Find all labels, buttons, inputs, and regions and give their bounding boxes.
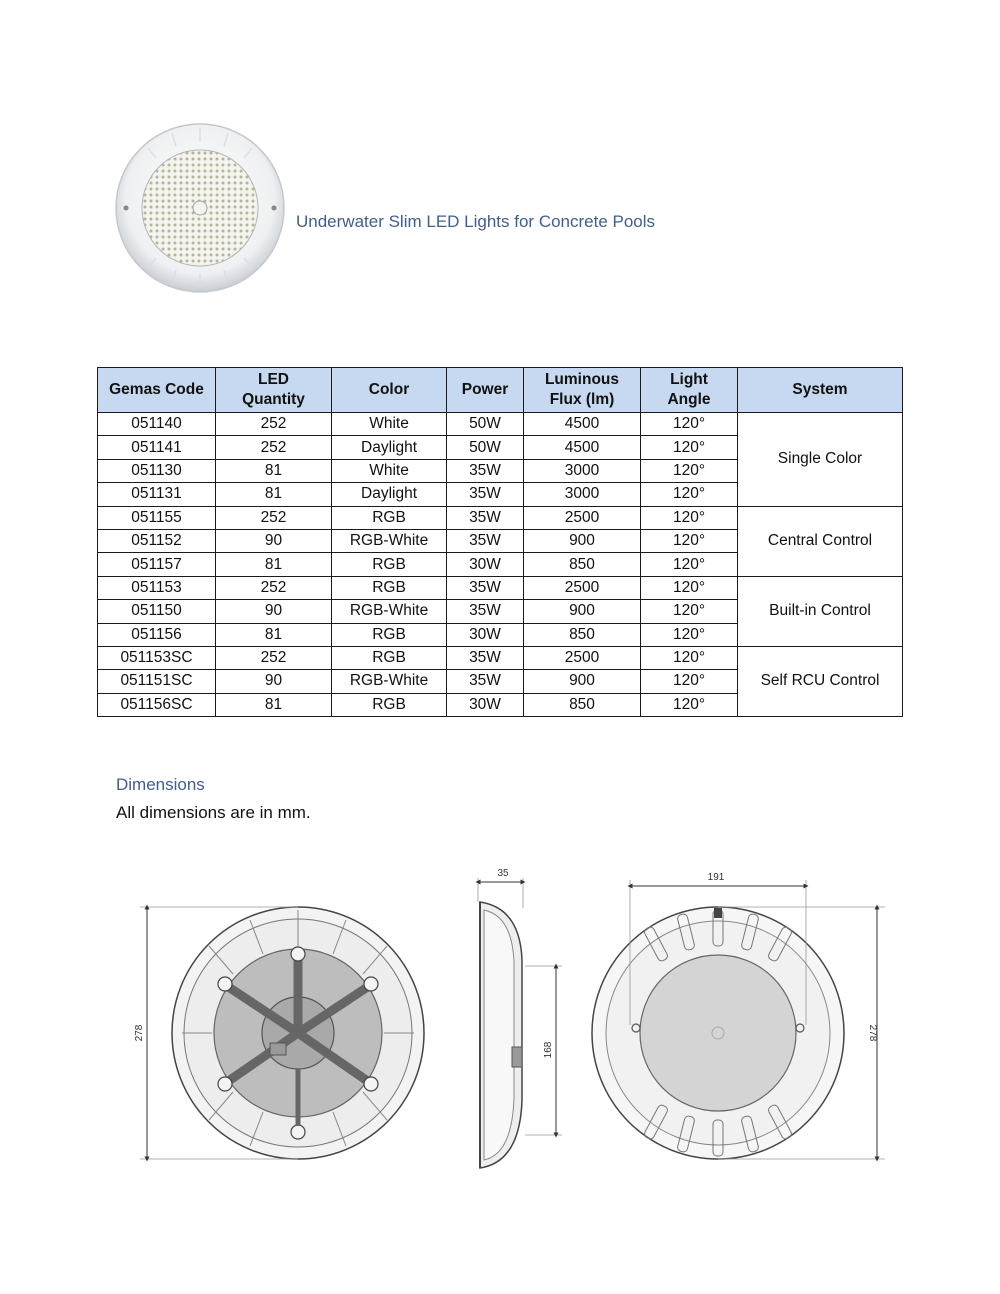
cell-light-angle: 120° <box>641 646 738 669</box>
cell-power: 35W <box>447 483 524 506</box>
cell-power: 35W <box>447 459 524 482</box>
dimensions-note: All dimensions are in mm. <box>116 803 311 822</box>
cell-led-quantity: 252 <box>216 436 332 459</box>
cell-code: 051157 <box>98 553 216 576</box>
cell-system: Central Control <box>738 506 903 576</box>
table-header-row <box>98 368 903 413</box>
cell-power: 35W <box>447 670 524 693</box>
cell-color: RGB <box>332 693 447 716</box>
cell-code: 051155 <box>98 506 216 529</box>
cell-led-quantity: 252 <box>216 413 332 436</box>
cell-color: RGB <box>332 576 447 599</box>
cell-light-angle: 120° <box>641 623 738 646</box>
cell-led-quantity: 81 <box>216 483 332 506</box>
product-photo <box>112 120 288 296</box>
cell-light-angle: 120° <box>641 413 738 436</box>
side-view-drawing <box>478 878 562 1168</box>
cell-luminous-flux: 4500 <box>524 436 641 459</box>
cell-color: RGB-White <box>332 529 447 552</box>
cell-led-quantity: 252 <box>216 576 332 599</box>
cell-code: 051141 <box>98 436 216 459</box>
cell-system: Single Color <box>738 413 903 507</box>
cell-power: 35W <box>447 529 524 552</box>
cell-power: 30W <box>447 693 524 716</box>
cell-luminous-flux: 900 <box>524 529 641 552</box>
cell-luminous-flux: 2500 <box>524 646 641 669</box>
cell-luminous-flux: 850 <box>524 553 641 576</box>
cell-luminous-flux: 850 <box>524 693 641 716</box>
front-diameter-label: 278 <box>867 1024 878 1042</box>
cell-code: 051151SC <box>98 670 216 693</box>
cell-code: 051131 <box>98 483 216 506</box>
cell-color: Daylight <box>332 483 447 506</box>
cell-led-quantity: 81 <box>216 553 332 576</box>
cell-code: 051140 <box>98 413 216 436</box>
cell-led-quantity: 81 <box>216 623 332 646</box>
cell-luminous-flux: 3000 <box>524 483 641 506</box>
cell-power: 30W <box>447 623 524 646</box>
cell-luminous-flux: 3000 <box>524 459 641 482</box>
cell-color: Daylight <box>332 436 447 459</box>
cell-luminous-flux: 900 <box>524 670 641 693</box>
header-luminous-flux: Luminous Flux (lm) <box>524 368 641 413</box>
table-row <box>98 576 903 599</box>
mount-height-label: 168 <box>543 1041 554 1059</box>
cell-light-angle: 120° <box>641 459 738 482</box>
front-view-drawing <box>592 880 885 1159</box>
cell-light-angle: 120° <box>641 576 738 599</box>
cell-power: 50W <box>447 413 524 436</box>
cell-color: RGB <box>332 623 447 646</box>
dimension-drawing <box>0 850 1000 1294</box>
document-title: Underwater Slim LED Lights for Concrete Pools <box>296 212 656 231</box>
cell-code: 051156SC <box>98 693 216 716</box>
cell-code: 051152 <box>98 529 216 552</box>
cell-color: RGB <box>332 646 447 669</box>
cell-power: 35W <box>447 600 524 623</box>
table-row <box>98 506 903 529</box>
table-body <box>98 413 903 717</box>
cell-code: 051150 <box>98 600 216 623</box>
header-light-angle: Light Angle <box>641 368 738 413</box>
cell-luminous-flux: 2500 <box>524 506 641 529</box>
header-led-quantity: LED Quantity <box>216 368 332 413</box>
cell-code: 051156 <box>98 623 216 646</box>
table-row <box>98 413 903 436</box>
cell-led-quantity: 252 <box>216 646 332 669</box>
cell-power: 35W <box>447 506 524 529</box>
cell-light-angle: 120° <box>641 483 738 506</box>
dimensions-heading: Dimensions <box>116 775 205 794</box>
spec-table <box>97 367 903 717</box>
cell-led-quantity: 90 <box>216 529 332 552</box>
cell-luminous-flux: 900 <box>524 600 641 623</box>
cell-led-quantity: 81 <box>216 459 332 482</box>
cell-color: RGB-White <box>332 600 447 623</box>
cell-light-angle: 120° <box>641 600 738 623</box>
header-color: Color <box>332 368 447 413</box>
cell-light-angle: 120° <box>641 529 738 552</box>
cell-luminous-flux: 2500 <box>524 576 641 599</box>
header-gemas-code: Gemas Code <box>98 368 216 413</box>
cell-system: Built-in Control <box>738 576 903 646</box>
cell-light-angle: 120° <box>641 506 738 529</box>
cell-power: 35W <box>447 646 524 669</box>
table-row <box>98 646 903 669</box>
cell-color: White <box>332 459 447 482</box>
cell-light-angle: 120° <box>641 693 738 716</box>
cell-light-angle: 120° <box>641 670 738 693</box>
cell-luminous-flux: 4500 <box>524 413 641 436</box>
cell-led-quantity: 90 <box>216 600 332 623</box>
depth-label: 35 <box>497 868 509 879</box>
back-view-drawing <box>140 907 424 1159</box>
cell-led-quantity: 252 <box>216 506 332 529</box>
cell-color: RGB <box>332 506 447 529</box>
cell-system: Self RCU Control <box>738 646 903 716</box>
cell-power: 35W <box>447 576 524 599</box>
cell-led-quantity: 81 <box>216 693 332 716</box>
cell-color: RGB <box>332 553 447 576</box>
cell-code: 051130 <box>98 459 216 482</box>
cell-power: 50W <box>447 436 524 459</box>
cell-light-angle: 120° <box>641 553 738 576</box>
lens-width-label: 191 <box>707 872 725 883</box>
cell-code: 051153 <box>98 576 216 599</box>
cell-luminous-flux: 850 <box>524 623 641 646</box>
cell-code: 051153SC <box>98 646 216 669</box>
header-power: Power <box>447 368 524 413</box>
back-diameter-label: 278 <box>134 1024 145 1042</box>
cell-led-quantity: 90 <box>216 670 332 693</box>
cell-light-angle: 120° <box>641 436 738 459</box>
header-system: System <box>738 368 903 413</box>
cell-color: White <box>332 413 447 436</box>
cell-power: 30W <box>447 553 524 576</box>
cell-color: RGB-White <box>332 670 447 693</box>
